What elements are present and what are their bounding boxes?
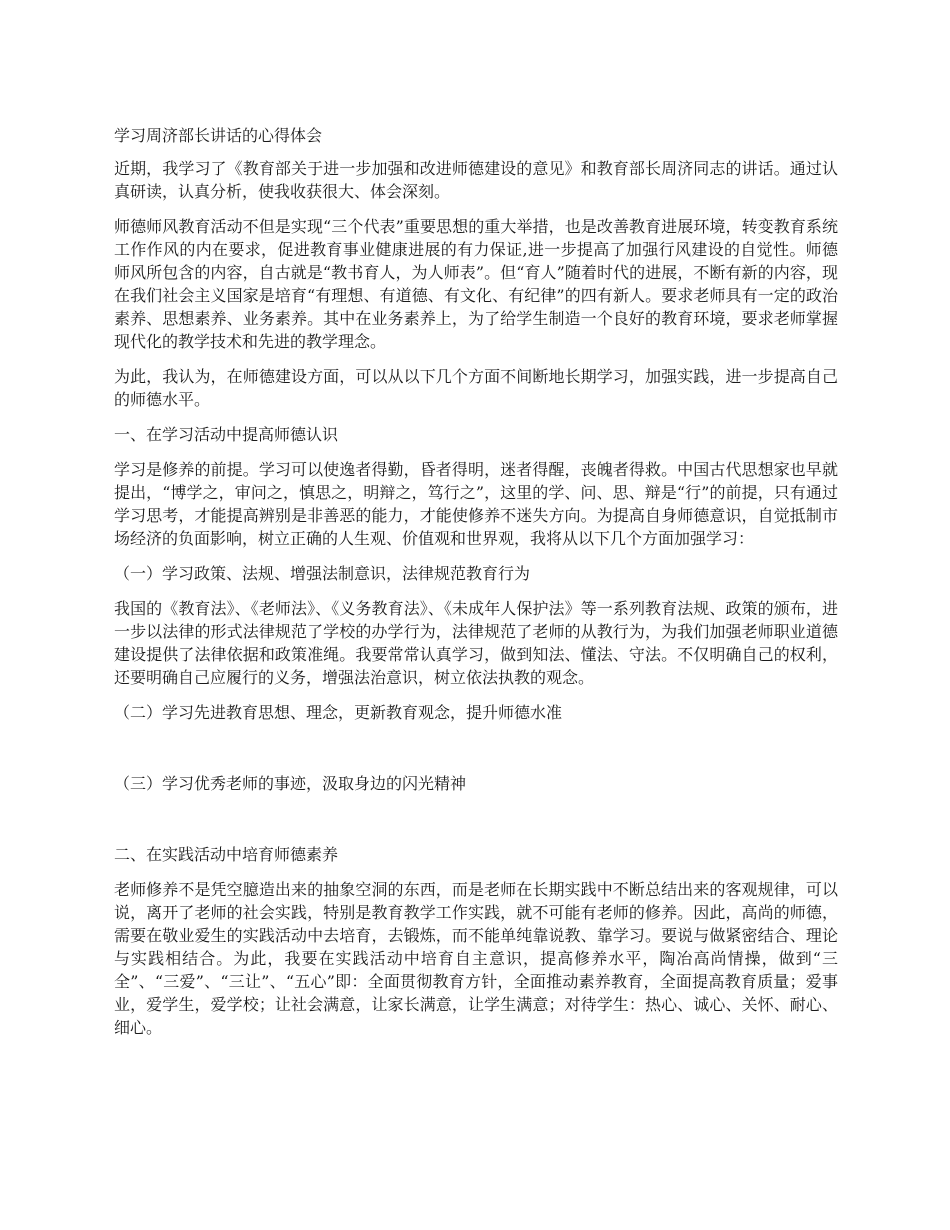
subheading-2: （二）学习先进教育思想、理念，更新教育观念，提升师德水准 (114, 703, 563, 722)
paragraph-plan: 为此，我认为，在师德建设方面，可以从以下几个方面不间断地长期学习，加强实践，进一步提高自己的师德水平。 (114, 367, 838, 409)
document-page (114, 124, 838, 1051)
section-heading-1: 一、在学习活动中提高师德认识 (114, 425, 339, 444)
paragraph-background: 师德师风教育活动不但是实现“三个代表”重要思想的重大举措，也是改善教育进展环境，转变教育系统工作作风的内在要求，促进教育事业健康进展的有力保证,进一步提高了加强行风建设的自觉性。师德师风所包含的内容，自古就是“教书育人，为人师表”。但“育人”随着时代的进展，不断有新的内容，现在我们社会主义国家是培育“有理想、有道德、有文化、有纪律”的四有新人。要求老师具有一定的政治素养、思想素养、业务素养。其中在业务素养上，为了给学生制造一个良好的教育环境，要求老师掌握现代化的教学技术和先进的教学理念。 (114, 217, 838, 351)
paragraph-law: 我国的《教育法》、《老师法》、《义务教育法》、《未成年人保护法》等一系列教育法规、政策的颁布，进一步以法律的形式法律规范了学校的办学行为，法律规范了老师的从教行为，为我们加强老师职业道德建设提供了法律依据和政策准绳。我要常常认真学习，做到知法、懂法、守法。不仅明确自己的权利，还要明确自己应履行的义务，增强法治意识，树立依法执教的观念。 (114, 599, 838, 687)
subheading-3: （三）学习优秀老师的事迹，汲取身边的闪光精神 (114, 774, 467, 793)
paragraph-intro: 近期，我学习了《教育部关于进一步加强和改进师德建设的意见》和教育部长周济同志的讲话。通过认真研读，认真分析，使我收获很大、体会深刻。 (114, 159, 838, 201)
section-heading-2: 二、在实践活动中培育师德素养 (114, 845, 339, 864)
paragraph-practice: 老师修养不是凭空臆造出来的抽象空洞的东西，而是老师在长期实践中不断总结出来的客观规律，可以说，离开了老师的社会实践，特别是教育教学工作实践，就不可能有老师的修养。因此，高尚的师德，需要在敬业爱生的实践活动中去培育，去锻炼，而不能单纯靠说教、靠学习。要说与做紧密结合、理论与实践相结合。为此，我要在实践活动中培育自主意识，提高修养水平，陶冶高尚情操，做到“三全”、“三爱”、“三让”、“五心”即：全面贯彻教育方针，全面推动素养教育，全面提高教育质量；爱事业，爱学生，爱学校；让社会满意，让家长满意，让学生满意；对待学生：热心、诚心、关怀、耐心、细心。 (114, 880, 838, 1037)
document-title: 学习周济部长讲话的心得体会 (114, 126, 323, 145)
subheading-1: （一）学习政策、法规、增强法制意识，法律规范教育行为 (114, 564, 531, 583)
paragraph-study: 学习是修养的前提。学习可以使逸者得勤，昏者得明，迷者得醒，丧魄者得救。中国古代思想家也早就提出，“博学之，审问之，慎思之，明辩之，笃行之”，这里的学、问、思、辩是“行”的前提，只有通过学习思考，才能提高辨别是非善恶的能力，才能使修养不迷失方向。为提高自身师德意识，自觉抵制市场经济的负面影响，树立正确的人生观、价值观和世界观，我将从以下几个方面加强学习： (114, 460, 838, 548)
